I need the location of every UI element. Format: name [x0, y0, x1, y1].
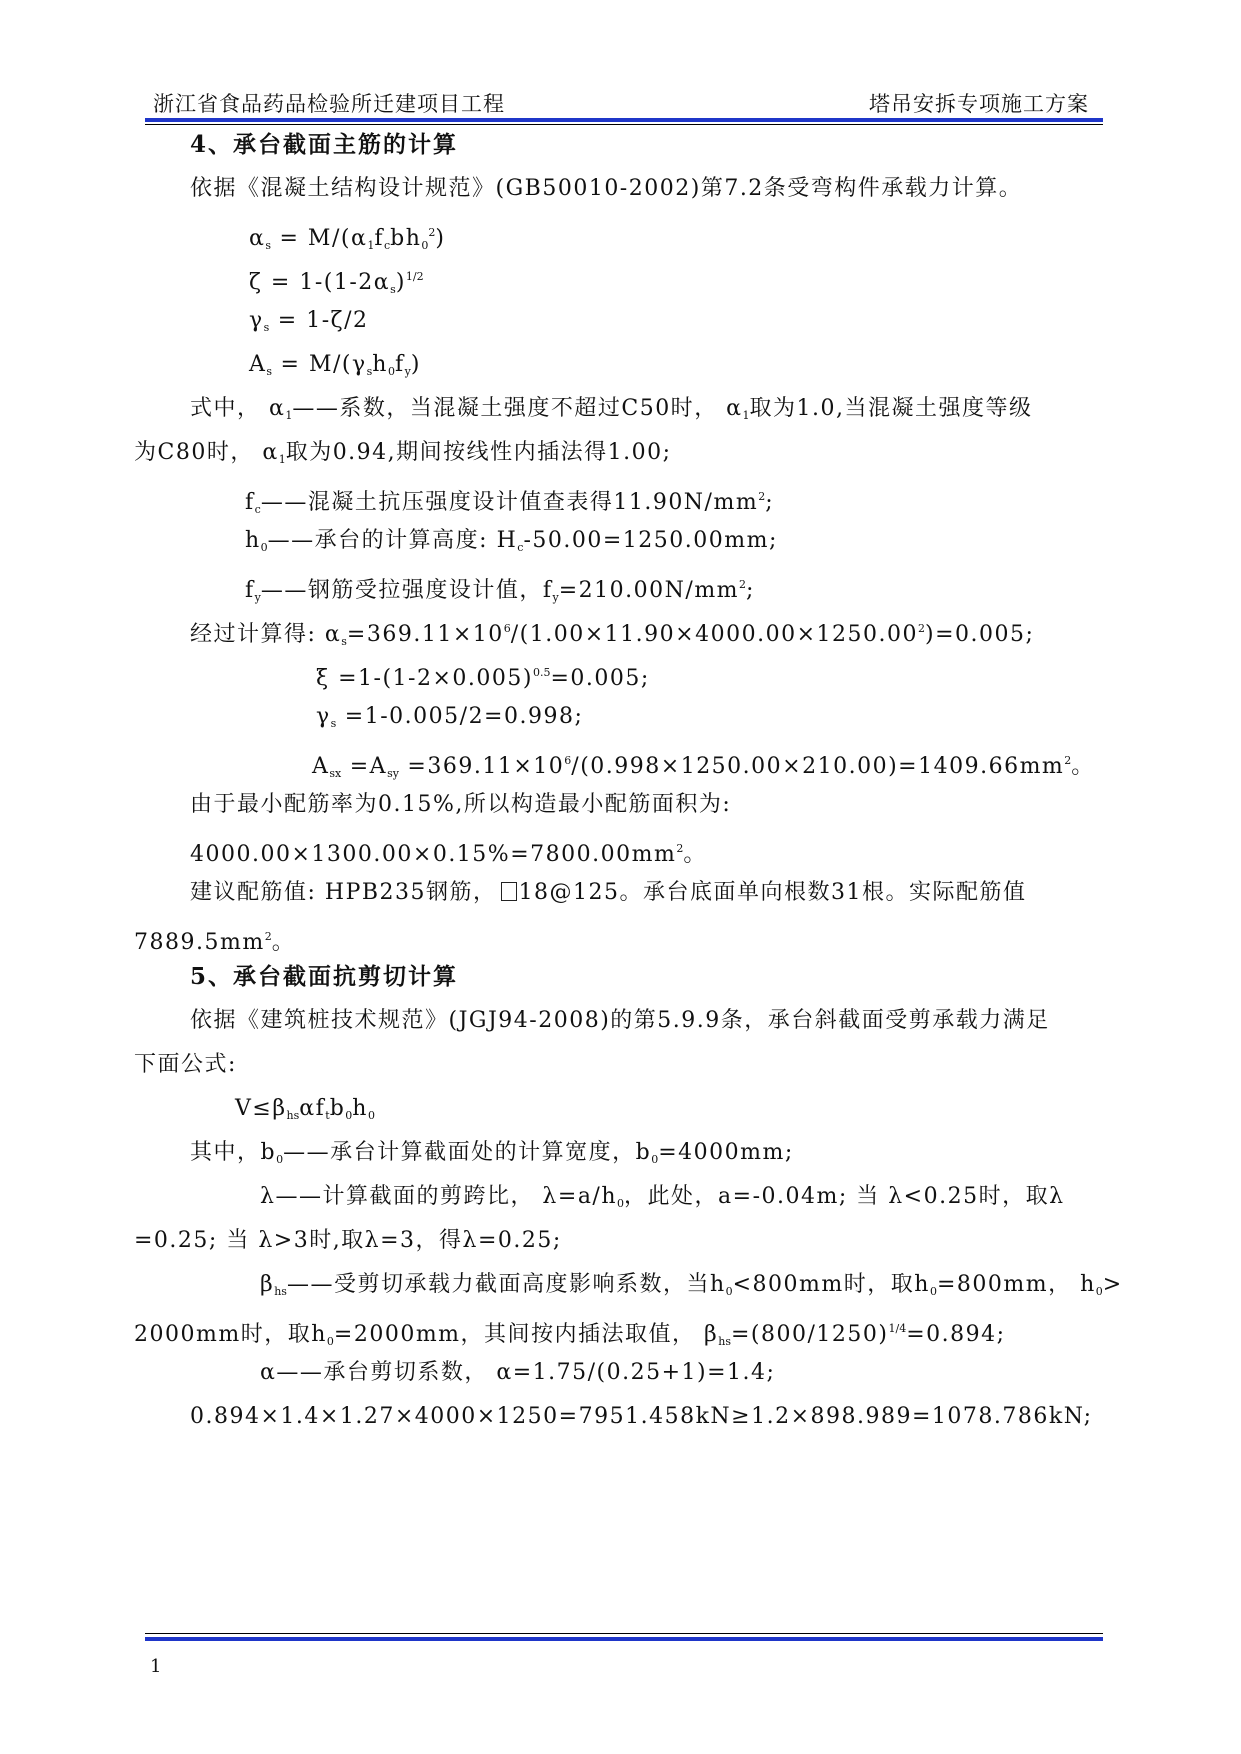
s4-formula-gamma-s: $\gamma_s = 1-\zeta/2$	[249, 308, 369, 334]
s4-where-fy: $f_y——$钢筋受拉强度设计值，$f_y=210.00N/mm^2$;	[245, 578, 755, 604]
s5-where-lambda-line2: =0.25; 当 λ>3时,取λ=3，得λ=0.25;	[134, 1228, 562, 1253]
s5-shear-check-result: 0.894×1.4×1.27×4000×1250=7951.458kN≥1.2×898.989=1078.786kN;	[190, 1404, 1093, 1429]
section-5-heading: 5、承台截面抗剪切计算	[190, 963, 459, 990]
page-number: 1	[150, 1656, 162, 1677]
s5-where-beta-hs-line1: $\beta_{hs}——$受剪切承载力截面高度影响系数，当$h_0<800mm$时，取$h_0=800mm$， $h_0>$	[260, 1272, 1123, 1298]
s5-where-alpha: α——承台剪切系数， α=1.75/(0.25+1)=1.4;	[260, 1360, 776, 1385]
s4-calc-gamma-s: $\gamma_s =1-0.005/2=0.998$;	[316, 704, 584, 730]
header-rule-black	[145, 124, 1103, 125]
s4-where-h0: $h_0——$承台的计算高度: $H_c-50.00=1250.00mm$;	[245, 528, 778, 554]
s4-formula-as: $A_s = M/(\gamma_sh_0f_y)$	[249, 352, 421, 378]
s4-formula-zeta: $\zeta = 1-(1-2\alpha_s)^{1/2}$	[249, 270, 424, 296]
s5-basis-line1: 依据《建筑桩技术规范》(JGJ94-2008)的第5.9.9条，承台斜截面受剪承载力满足	[190, 1008, 1050, 1033]
s4-min-ratio-text: 由于最小配筋率为0.15%,所以构造最小配筋面积为:	[190, 792, 732, 817]
s4-recommended-rebar-line2: $7889.5mm^2$。	[134, 930, 296, 955]
s4-calc-asx-asy: $A_{sx} =A_{sy} =369.11\times 10^6/(0.998\times 1250.00\times 210.00)=1409.66mm^2$。	[312, 754, 1095, 780]
s5-where-b0: 其中，$b_0——$承台计算截面处的计算宽度，$b_0=4000mm$;	[190, 1140, 794, 1166]
s5-shear-formula: $V\le\beta_{hs}\alpha f_tb_0h_0$	[235, 1096, 375, 1122]
s4-min-area-calc: $4000.00\times 1300.00\times 0.15\%=7800.00mm^2$。	[190, 842, 707, 867]
section-4-heading: 4、承台截面主筋的计算	[190, 131, 459, 158]
s4-recommended-rebar-line1: 建议配筋值: HPB235钢筋， 18@125。承台底面单向根数31根。实际配筋值	[190, 880, 1027, 905]
header-document-title: 塔吊安拆专项施工方案	[869, 92, 1089, 116]
s4-calc-alpha-s: 经过计算得: $\alpha_s=369.11\times 10^6/(1.00\times 11.90\times 4000.00\times 1250.00^2)=0.005$;	[190, 622, 1035, 648]
header-project-title: 浙江省食品药品检验所迁建项目工程	[153, 92, 505, 116]
s4-calc-xi: $\xi =1-(1-2\times 0.005)^{0.5}=0.005$;	[316, 666, 650, 691]
s4-where-alpha1-line2: 为C80时， $\alpha_1$取为0.94,期间按线性内插法得1.00;	[134, 440, 672, 466]
rebar-grade-symbol-box	[501, 882, 517, 901]
s5-where-beta-hs-line2: 2000mm时，取$h_0=2000mm$，其间按内插法取值， $\beta_{hs}=(800/1250)^{1/4}=0.894$;	[134, 1322, 1006, 1348]
footer-rule-blue	[145, 1637, 1103, 1641]
header-rule-blue	[145, 118, 1103, 122]
s4-where-fc: $f_c——$混凝土抗压强度设计值查表得$11.90N/mm^2$;	[245, 490, 775, 516]
footer-rule-black	[145, 1633, 1103, 1634]
s5-where-lambda-line1: λ——计算截面的剪跨比， $\lambda=a/h_0$，此处，a=-0.04m; 当 λ<0.25时，取λ	[260, 1184, 1065, 1210]
s4-where-alpha1-line1: 式中， $\alpha_1——$系数，当混凝土强度不超过C50时， $\alpha_1$取为1.0,当混凝土强度等级	[190, 396, 1033, 422]
s5-basis-line2: 下面公式:	[134, 1052, 237, 1077]
s4-formula-alpha-s: $\alpha_s = M/(\alpha_1f_cbh_0^2)$	[249, 226, 446, 252]
s4-basis-text: 依据《混凝土结构设计规范》(GB50010-2002)第7.2条受弯构件承载力计算。	[190, 176, 1023, 201]
